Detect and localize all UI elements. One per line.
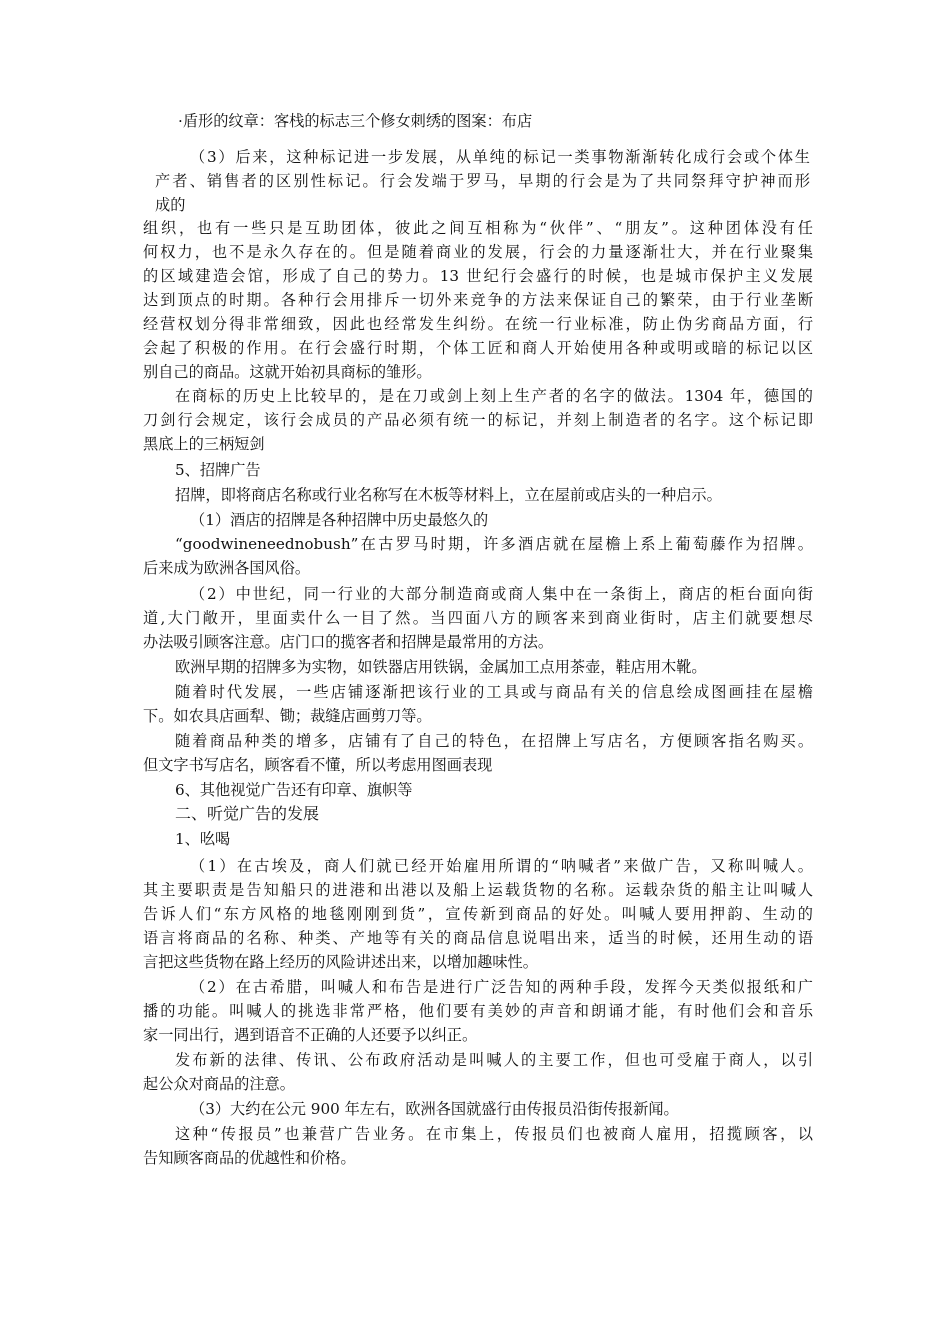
text-line: “goodwineneednobush”在古罗马时期，许多酒店就在屋檐上系上葡萄藤作为招牌。 xyxy=(175,535,813,553)
section-heading: 6、其他视觉广告还有印章、旗帜等 xyxy=(175,781,413,799)
text-line: 起公众对商品的注意。 xyxy=(143,1075,295,1093)
section-heading: 1、吆喝 xyxy=(175,830,231,848)
section-heading: 5、招牌广告 xyxy=(175,461,261,479)
text-line: 经营权划分得非常细致，因此也经常发生纠纷。在统一行业标准，防止伪劣商品方面，行 xyxy=(143,315,813,333)
text-line: 组织，也有一些只是互助团体，彼此之间互相称为“伙伴”、“朋友”。这种团体没有任 xyxy=(143,219,813,237)
text-line: （1）在古埃及，商人们就已经开始雇用所谓的“呐喊者”来做广告，又称叫喊人。 xyxy=(190,857,813,875)
text-line: 成的 xyxy=(155,196,186,214)
text-line: （2）在古希腊，叫喊人和布告是进行广泛告知的两种手段，发挥今天类似报纸和广 xyxy=(190,978,813,996)
text-line: 刀剑行会规定，该行会成员的产品必须有统一的标记，并刻上制造者的名字。这个标记即 xyxy=(143,411,813,429)
text-line: 在商标的历史上比较早的，是在刀或剑上刻上生产者的名字的做法。1304 年，德国的 xyxy=(175,387,813,405)
text-line: 何权力，也不是永久存在的。但是随着商业的发展，行会的力量逐渐壮大，并在行业聚集 xyxy=(143,243,813,261)
text-line: 下。如农具店画犁、锄；裁缝店画剪刀等。 xyxy=(143,707,432,725)
text-line: 其主要职责是告知船只的进港和出港以及船上运载货物的名称。运载杂货的船主让叫喊人 xyxy=(143,881,813,899)
text-line: 黑底上的三柄短剑 xyxy=(143,435,265,453)
text-line: 播的功能。叫喊人的挑选非常严格，他们要有美妙的声音和朗诵才能，有时他们会和音乐 xyxy=(143,1002,813,1020)
text-line: 言把这些货物在路上经历的风险讲述出来，以增加趣味性。 xyxy=(143,953,538,971)
text-line: （3）大约在公元 900 年左右，欧洲各国就盛行由传报员沿街传报新闻。 xyxy=(190,1100,679,1118)
text-line: 告知顾客商品的优越性和价格。 xyxy=(143,1149,356,1167)
text-line: 招牌，即将商店名称或行业名称写在木板等材料上，立在屋前或店头的一种启示。 xyxy=(175,486,722,504)
text-line: 发布新的法律、传讯、公布政府活动是叫喊人的主要工作，但也可受雇于商人，以引 xyxy=(175,1051,813,1069)
text-line: 随着时代发展，一些店铺逐渐把该行业的工具或与商品有关的信息绘成图画挂在屋檐 xyxy=(175,683,813,701)
text-line: 别自己的商品。这就开始初具商标的雏形。 xyxy=(143,363,432,381)
text-line: ·盾形的纹章：客栈的标志三个修女刺绣的图案：布店 xyxy=(178,112,533,130)
text-line: 这种“传报员”也兼营广告业务。在市集上，传报员们也被商人雇用，招揽顾客，以 xyxy=(175,1125,813,1143)
text-line: 告诉人们“东方风格的地毯刚刚到货”，宣传新到商品的好处。叫喊人要用押韵、生动的 xyxy=(143,905,813,923)
text-line: 达到顶点的时期。各种行会用排斥一切外来竞争的方法来保证自己的繁荣，由于行业垄断 xyxy=(143,291,813,309)
text-line: （1）酒店的招牌是各种招牌中历史最悠久的 xyxy=(190,511,489,529)
text-line: 欧洲早期的招牌多为实物，如铁器店用铁锅，金属加工点用茶壶，鞋店用木靴。 xyxy=(175,658,707,676)
text-line: 随着商品种类的增多，店铺有了自己的特色，在招牌上写店名，方便顾客指名购买。 xyxy=(175,732,813,750)
text-line: 但文字书写店名，顾客看不懂，所以考虑用图画表现 xyxy=(143,756,493,774)
text-line: 后来成为欧洲各国风俗。 xyxy=(143,559,311,577)
text-line: （3）后来，这种标记进一步发展，从单纯的标记一类事物渐渐转化成行会或个体生 xyxy=(190,148,810,166)
text-line: 道,大门敞开，里面卖什么一目了然。当四面八方的顾客来到商业街时，店主们就要想尽 xyxy=(143,609,813,627)
text-line: 产者、销售者的区别性标记。行会发端于罗马，早期的行会是为了共同祭拜守护神而形 xyxy=(155,172,810,190)
text-line: 语言将商品的名称、种类、产地等有关的商品信息说唱出来，适当的时候，还用生动的语 xyxy=(143,929,813,947)
text-line: 家一同出行，遇到语音不正确的人还要予以纠正。 xyxy=(143,1026,478,1044)
text-line: 的区域建造会馆，形成了自己的势力。13 世纪行会盛行的时候，也是城市保护主义发展 xyxy=(143,267,813,285)
text-line: （2）中世纪，同一行业的大部分制造商或商人集中在一条街上，商店的柜台面向街 xyxy=(190,585,813,603)
section-heading: 二、听觉广告的发展 xyxy=(175,804,320,823)
text-line: 办法吸引顾客注意。店门口的揽客者和招牌是最常用的方法。 xyxy=(143,633,554,651)
text-line: 会起了积极的作用。在行会盛行时期，个体工匠和商人开始使用各种或明或暗的标记以区 xyxy=(143,339,813,357)
